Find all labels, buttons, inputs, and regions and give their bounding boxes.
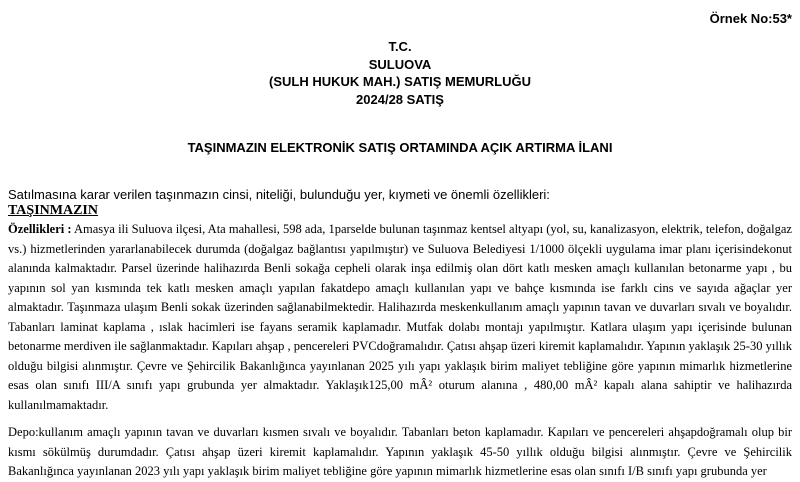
header-line-district: SULUOVA bbox=[368, 56, 432, 72]
header-line-tc: T.C. bbox=[388, 39, 412, 54]
features-paragraph bbox=[8, 220, 792, 415]
features-text: Amasya ili Suluova ilçesi, Ata mahallesi, 598 ada, 1parselde bulunan taşınmaz kentsel altyapı (yol, su, kanalizasyon, elektrik, telefon, doğalgaz vs.) hizmetlerinden yararlanabilecek durumda (doğalgaz bağlantısı yapılmıştır) ve Suluova Belediyesi 1/1000 ölçekli uygulama imar planı içerisindekonut alanında kalmaktadır. Parsel üzerinde halihazırda Benli sokağa cepheli olarak inşa edilmiş olan dört katlı mesken amaçlı kullanılan betonarme yapı , bu yapının sol yan kısmında tek katlı mesken amaçlı yapılan fakatdepo amaçlı kullanılan yapı ve bahçe kısmında ise farklı cins ve sayıda ağaçlar yer almaktadır. Taşınmaza ulaşım Benli sokak üzerinden sağlanabilmektedir. Halihazırda meskenkullanım amaçlı yapının tavan ve duvarları sıvalı ve boyalıdır. Tabanları laminat kaplama , ıslak hacimleri ise fayans seramik kaplamadır. Mutfak dolabı montajı yapılmıştır. Katlara ulaşım yapı içerisinde bulunan betonarme merdiven ile sağlanmaktadır. Kapıları ahşap , pencereleri PVCdoğramalıdır. Çatısı ahşap üzeri kiremit kaplamalıdır. Yapının yaklaşık 25-30 yıllık olduğu bilgisi alınmıştır. Çevre ve Şehircilik Bakanlığınca yayınlanan 2025 yılı yapı yaklaşık birim maliyet tebliğine göre yapının mimarlık hizmetlerine esas olan sınıfı III/A sınıfı yapı grubunda yer almaktadır. Yaklaşık125,00 mÂ² oturum alanına , 480,00 mÂ² kapalı alana sahiptir ve halihazırda kullanılmamaktadır. bbox=[8, 222, 792, 412]
depo-paragraph: Depo:kullanım amaçlı yapının tavan ve duvarları kısmen sıvalı ve boyalıdır. Tabanları beton kaplamadır. Kapıları ve pencereleri ahşapdoğramalı olup bir kısmı sökülmüş durumdadır. Çatısı ahşap üzeri kiremit kaplamalıdır. Yapının yaklaşık 45-50 yıllık olduğu bilgisi alınmıştır. Çevre ve Şehircilik Bakanlığınca yayınlanan 2023 yılı yapı yaklaşık birim maliyet tebliğine göre yapının mimarlık hizmetlerine esas olan sınıfı I/B sınıfı yapı grubunda yer bbox=[8, 425, 792, 478]
header-line-office: (SULH HUKUK MAH.) SATIŞ MEMURLUĞU bbox=[269, 74, 531, 89]
sample-number: Örnek No:53* bbox=[709, 11, 792, 26]
features-label: Özellikleri : bbox=[8, 222, 72, 236]
document-title: TAŞINMAZIN ELEKTRONİK SATIŞ ORTAMINDA AÇIK ARTIRMA İLANI bbox=[187, 140, 613, 155]
document-body bbox=[8, 220, 792, 482]
header-line-file-number: 2024/28 SATIŞ bbox=[356, 91, 444, 107]
document-header bbox=[0, 38, 800, 108]
section-heading: TAŞINMAZIN bbox=[8, 203, 98, 218]
intro-text: Satılmasına karar verilen taşınmazın cinsi, niteliği, bulunduğu yer, kıymeti ve önemli özellikleri: bbox=[8, 187, 550, 202]
